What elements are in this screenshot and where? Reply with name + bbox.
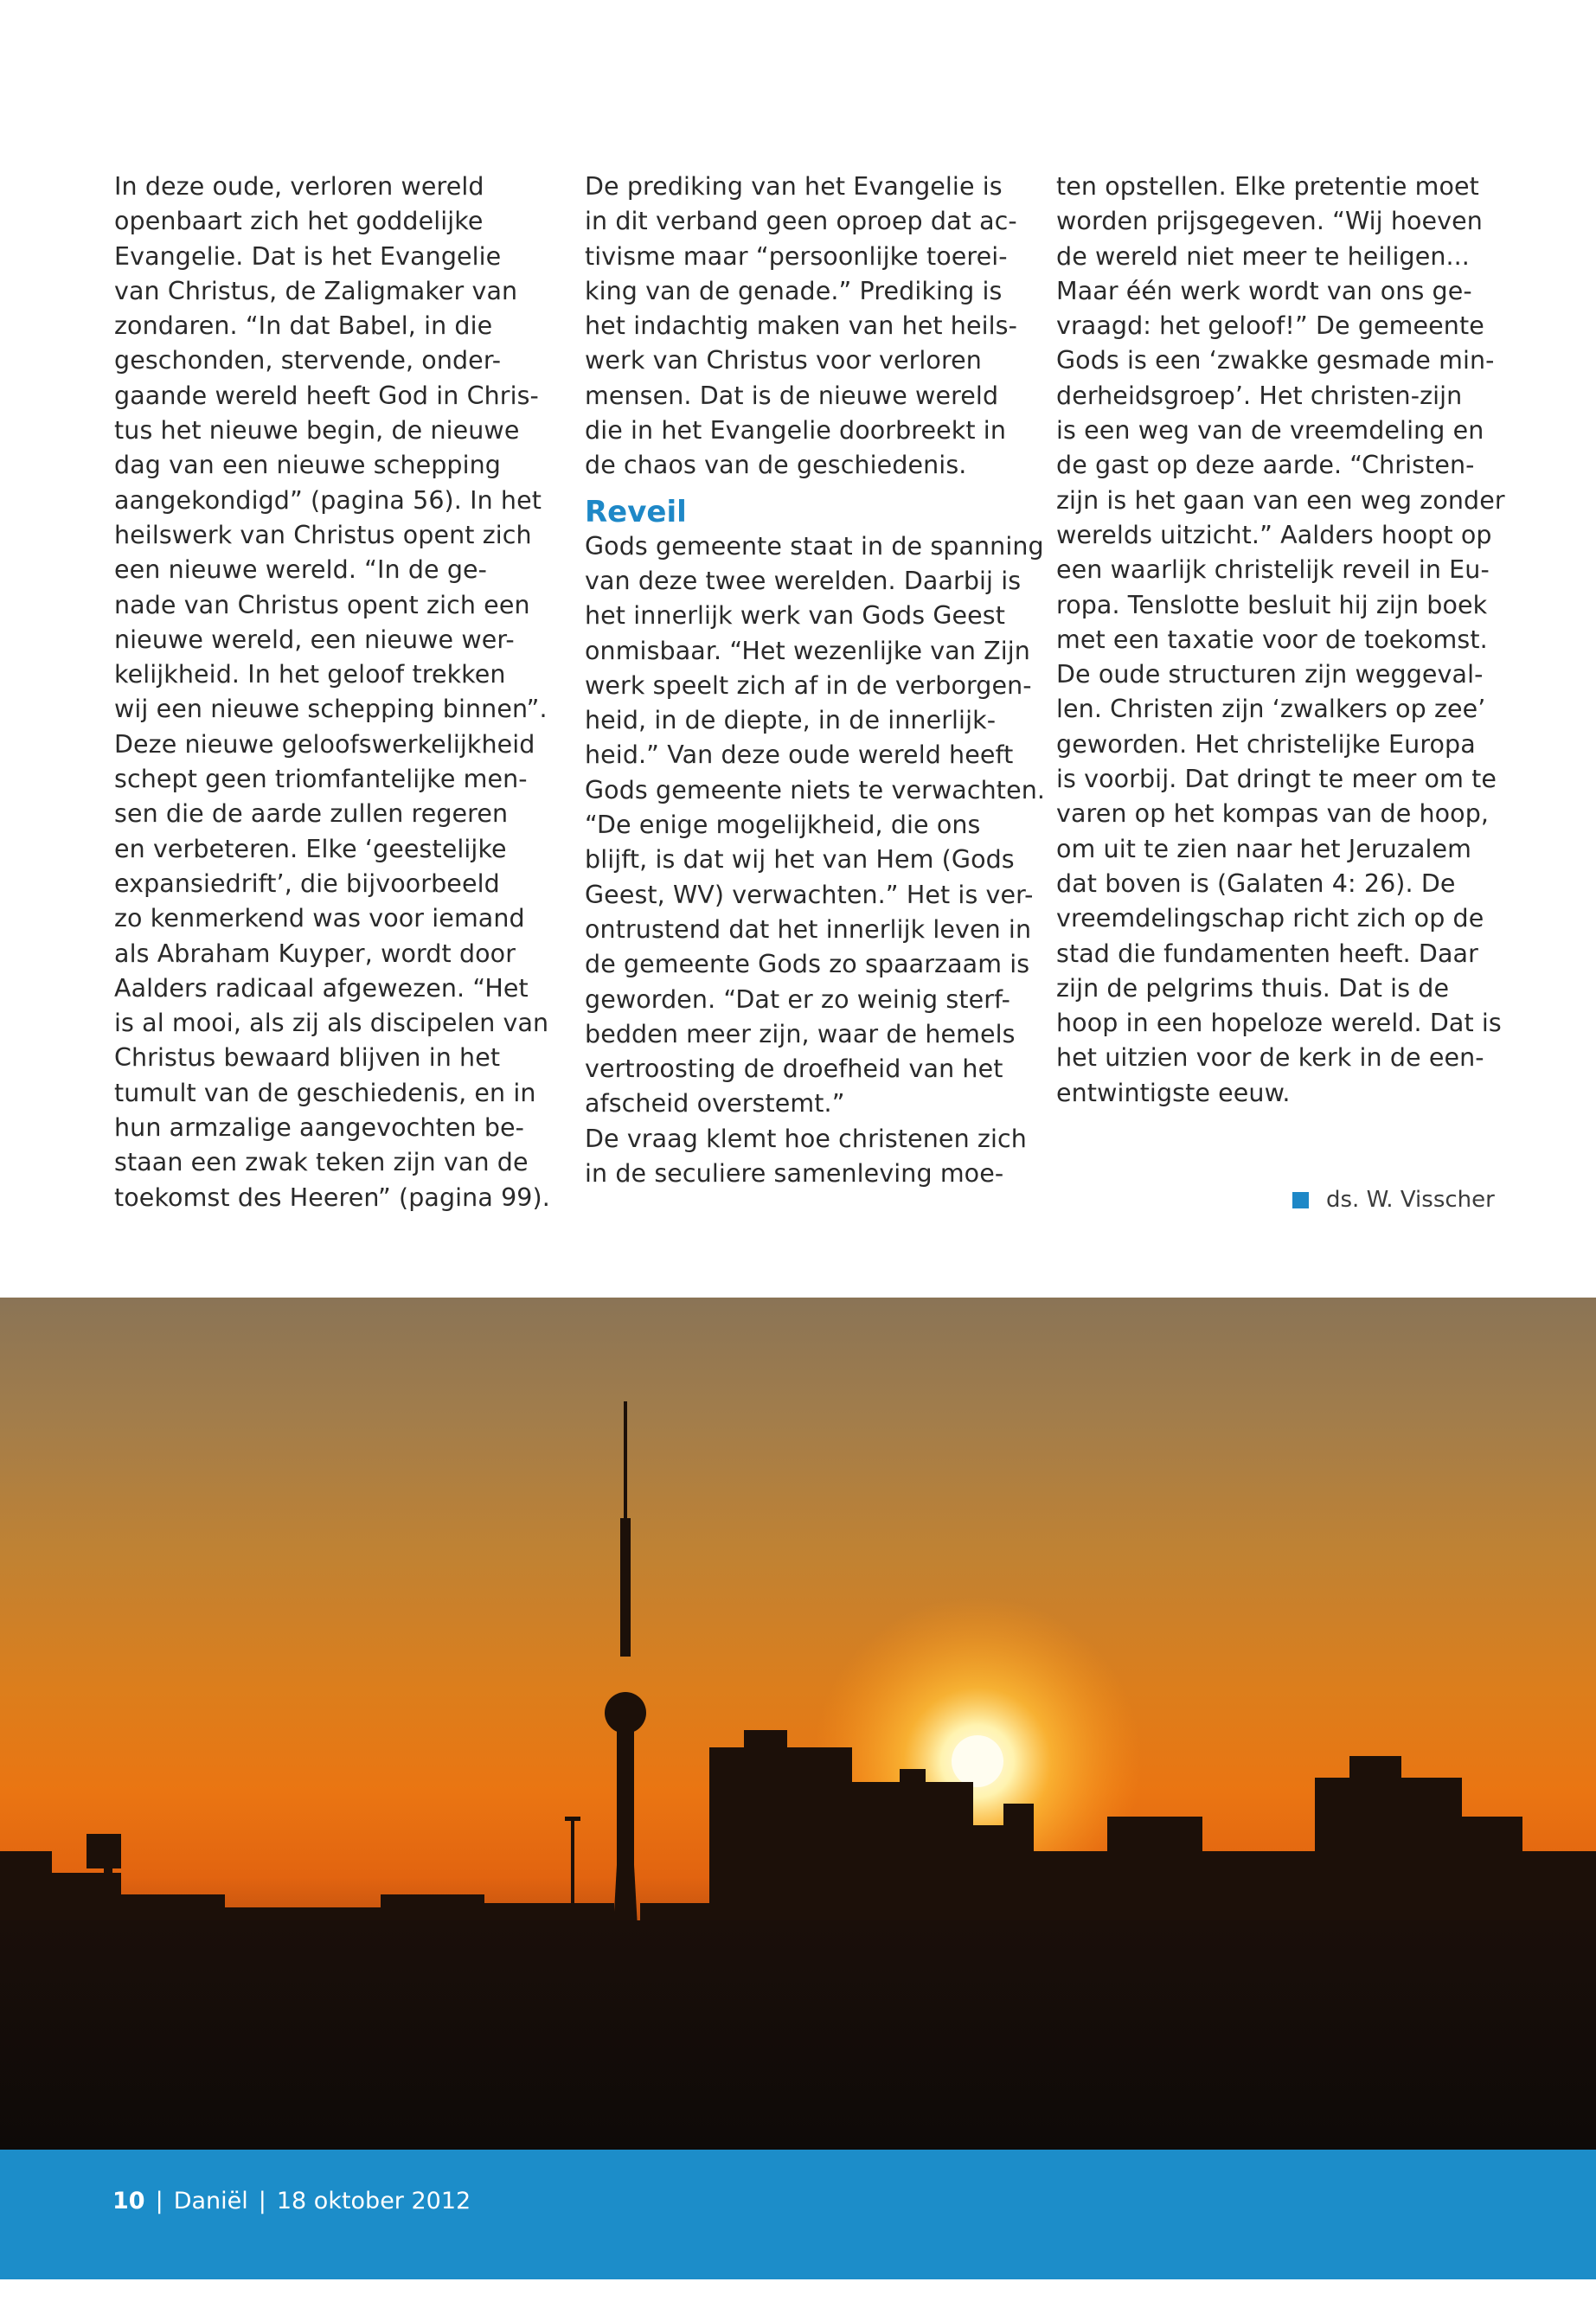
text-line: aangekondigd” (pagina 56). In het	[114, 485, 542, 515]
text-line: Christus bewaard blijven in het	[114, 1043, 501, 1073]
text-line: derheidsgroep’. Het christen-zijn	[1056, 381, 1463, 410]
skyline-sunset-photo	[0, 1298, 1596, 2150]
text-line: king van de genade.” Prediking is	[585, 276, 1003, 305]
text-line: zijn de pelgrims thuis. Dat is de	[1056, 973, 1450, 1003]
text-line: werelds uitzicht.” Aalders hoopt op	[1056, 520, 1492, 549]
text-line: geworden. Het christelijke Europa	[1056, 729, 1476, 759]
skyline-silhouette	[0, 1298, 1596, 2150]
text-line: het indachtig maken van het heils-	[585, 311, 1017, 341]
text-line: Aalders radicaal afgewezen. “Het	[114, 973, 529, 1003]
page-number: 10	[112, 2188, 145, 2214]
column-2-text-top	[585, 170, 1026, 484]
text-line: Gods is een ‘zwakke gesmade min-	[1056, 346, 1495, 375]
author-byline	[1292, 1185, 1495, 1215]
text-line: vraagd: het geloof!” De gemeente	[1056, 311, 1484, 341]
text-line: kelijkheid. In het geloof trekken	[114, 660, 506, 689]
footer-separator-1: |	[155, 2188, 163, 2214]
text-line: in de seculiere samenleving moe-	[585, 1159, 1004, 1189]
bottom-margin	[0, 2279, 1596, 2301]
text-line: Gods gemeente niets te verwachten.	[585, 775, 1046, 804]
text-line: tus het nieuwe begin, de nieuwe	[114, 416, 520, 445]
text-line: blijft, is dat wij het van Hem (Gods	[585, 845, 1015, 875]
text-line: dag van een nieuwe schepping	[114, 451, 501, 480]
section-heading: Reveil	[585, 494, 687, 529]
text-line: werk van Christus voor verloren	[585, 346, 982, 375]
text-line: Geest, WV) verwachten.” Het is ver-	[585, 880, 1034, 909]
text-line: len. Christen zijn ‘zwalkers op zee’	[1056, 695, 1486, 724]
article-column-1	[114, 170, 555, 1215]
text-line: toekomst des Heeren” (pagina 99).	[114, 1183, 550, 1212]
text-line: geworden. “Dat er zo weinig sterf-	[585, 984, 1011, 1014]
text-line: heid, in de diepte, in de innerlijk-	[585, 706, 997, 735]
text-line: vreemdelingschap richt zich op de	[1056, 904, 1484, 933]
issue-date: 18 oktober 2012	[276, 2188, 471, 2214]
text-line: Evangelie. Dat is het Evangelie	[114, 241, 502, 271]
text-line: Maar één werk wordt van ons ge-	[1056, 276, 1472, 305]
text-line: als Abraham Kuyper, wordt door	[114, 939, 516, 968]
text-line: ropa. Tenslotte besluit hij zijn boek	[1056, 590, 1488, 619]
text-line: De oude structuren zijn weggeval-	[1056, 660, 1484, 689]
text-line: in dit verband geen oproep dat ac-	[585, 207, 1017, 236]
text-line: expansiedrift’, die bijvoorbeeld	[114, 868, 500, 898]
text-line: stad die fundamenten heeft. Daar	[1056, 939, 1478, 968]
text-line: nade van Christus opent zich een	[114, 590, 530, 619]
text-line: de gast op deze aarde. “Christen-	[1056, 451, 1475, 480]
column-2-text-bottom	[585, 529, 1046, 1192]
text-line: tivisme maar “persoonlijke toerei-	[585, 241, 1008, 271]
foreground	[0, 1920, 1596, 2150]
text-line: tumult van de geschiedenis, en in	[114, 1078, 536, 1107]
text-line: onmisbaar. “Het wezenlijke van Zijn	[585, 636, 1030, 665]
text-line: zijn is het gaan van een weg zonder	[1056, 485, 1505, 515]
text-line: en verbeteren. Elke ‘geestelijke	[114, 834, 507, 863]
text-line: de chaos van de geschiedenis.	[585, 451, 967, 480]
text-line: die in het Evangelie doorbreekt in	[585, 416, 1006, 445]
text-line: ten opstellen. Elke pretentie moet	[1056, 172, 1479, 201]
footer-text	[112, 2188, 471, 2214]
text-line: De prediking van het Evangelie is	[585, 172, 1003, 201]
text-line: is al mooi, als zij als discipelen van	[114, 1009, 549, 1038]
text-line: sen die de aarde zullen regeren	[114, 799, 509, 829]
square-bullet-icon	[1292, 1192, 1309, 1208]
text-line: nieuwe wereld, een nieuwe wer-	[114, 625, 515, 654]
text-line: schept geen triomfantelijke men-	[114, 765, 528, 794]
author-name: ds. W. Visscher	[1326, 1187, 1495, 1213]
text-line: het innerlijk werk van Gods Geest	[585, 601, 1006, 631]
text-line: ontrustend dat het innerlijk leven in	[585, 914, 1032, 944]
text-line: geschonden, stervende, onder-	[114, 346, 502, 375]
text-line: dat boven is (Galaten 4: 26). De	[1056, 868, 1456, 898]
footer-separator-2: |	[258, 2188, 266, 2214]
text-line: van deze twee werelden. Daarbij is	[585, 566, 1022, 595]
text-line: zondaren. “In dat Babel, in die	[114, 311, 493, 341]
text-line: een waarlijk christelijk reveil in Eu-	[1056, 555, 1490, 585]
text-line: gaande wereld heeft God in Chris-	[114, 381, 539, 410]
text-line: afscheid overstemt.”	[585, 1089, 845, 1118]
text-line: wij een nieuwe schepping binnen”.	[114, 695, 548, 724]
text-line: het uitzien voor de kerk in de een-	[1056, 1043, 1484, 1073]
text-line: openbaart zich het goddelijke	[114, 207, 484, 236]
text-line: Gods gemeente staat in de spanning	[585, 531, 1044, 561]
text-line: hoop in een hopeloze wereld. Dat is	[1056, 1009, 1502, 1038]
text-line: “De enige mogelijkheid, die ons	[585, 811, 981, 840]
text-line: de wereld niet meer te heiligen...	[1056, 241, 1470, 271]
text-line: entwintigste eeuw.	[1056, 1078, 1291, 1107]
text-line: Deze nieuwe geloofswerkelijkheid	[114, 729, 535, 759]
text-line: is voorbij. Dat dringt te meer om te	[1056, 765, 1497, 794]
text-line: staan een zwak teken zijn van de	[114, 1148, 529, 1177]
magazine-name: Daniël	[173, 2188, 248, 2214]
text-line: hun armzalige aangevochten be-	[114, 1113, 525, 1143]
text-line: bedden meer zijn, waar de hemels	[585, 1019, 1016, 1048]
article-column-2	[585, 170, 1046, 1191]
page-footer	[0, 2150, 1596, 2279]
sun	[952, 1735, 1003, 1787]
text-line: om uit te zien naar het Jeruzalem	[1056, 834, 1472, 863]
text-line: met een taxatie voor de toekomst.	[1056, 625, 1488, 654]
text-line: heid.” Van deze oude wereld heeft	[585, 740, 1014, 770]
text-line: worden prijsgegeven. “Wij hoeven	[1056, 207, 1483, 236]
text-line: een nieuwe wereld. “In de ge-	[114, 555, 488, 585]
text-line: zo kenmerkend was voor iemand	[114, 904, 525, 933]
text-line: is een weg van de vreemdeling en	[1056, 416, 1484, 445]
text-line: de gemeente Gods zo spaarzaam is	[585, 950, 1030, 979]
text-line: In deze oude, verloren wereld	[114, 172, 484, 201]
text-line: van Christus, de Zaligmaker van	[114, 276, 518, 305]
text-line: heilswerk van Christus opent zich	[114, 520, 532, 549]
text-line: mensen. Dat is de nieuwe wereld	[585, 381, 999, 410]
text-line: De vraag klemt hoe christenen zich	[585, 1124, 1027, 1153]
text-line: vertroosting de droefheid van het	[585, 1054, 1003, 1084]
article-column-3	[1056, 170, 1505, 1111]
text-line: werk speelt zich af in de verborgen-	[585, 670, 1032, 700]
text-line: varen op het kompas van de hoop,	[1056, 799, 1490, 829]
